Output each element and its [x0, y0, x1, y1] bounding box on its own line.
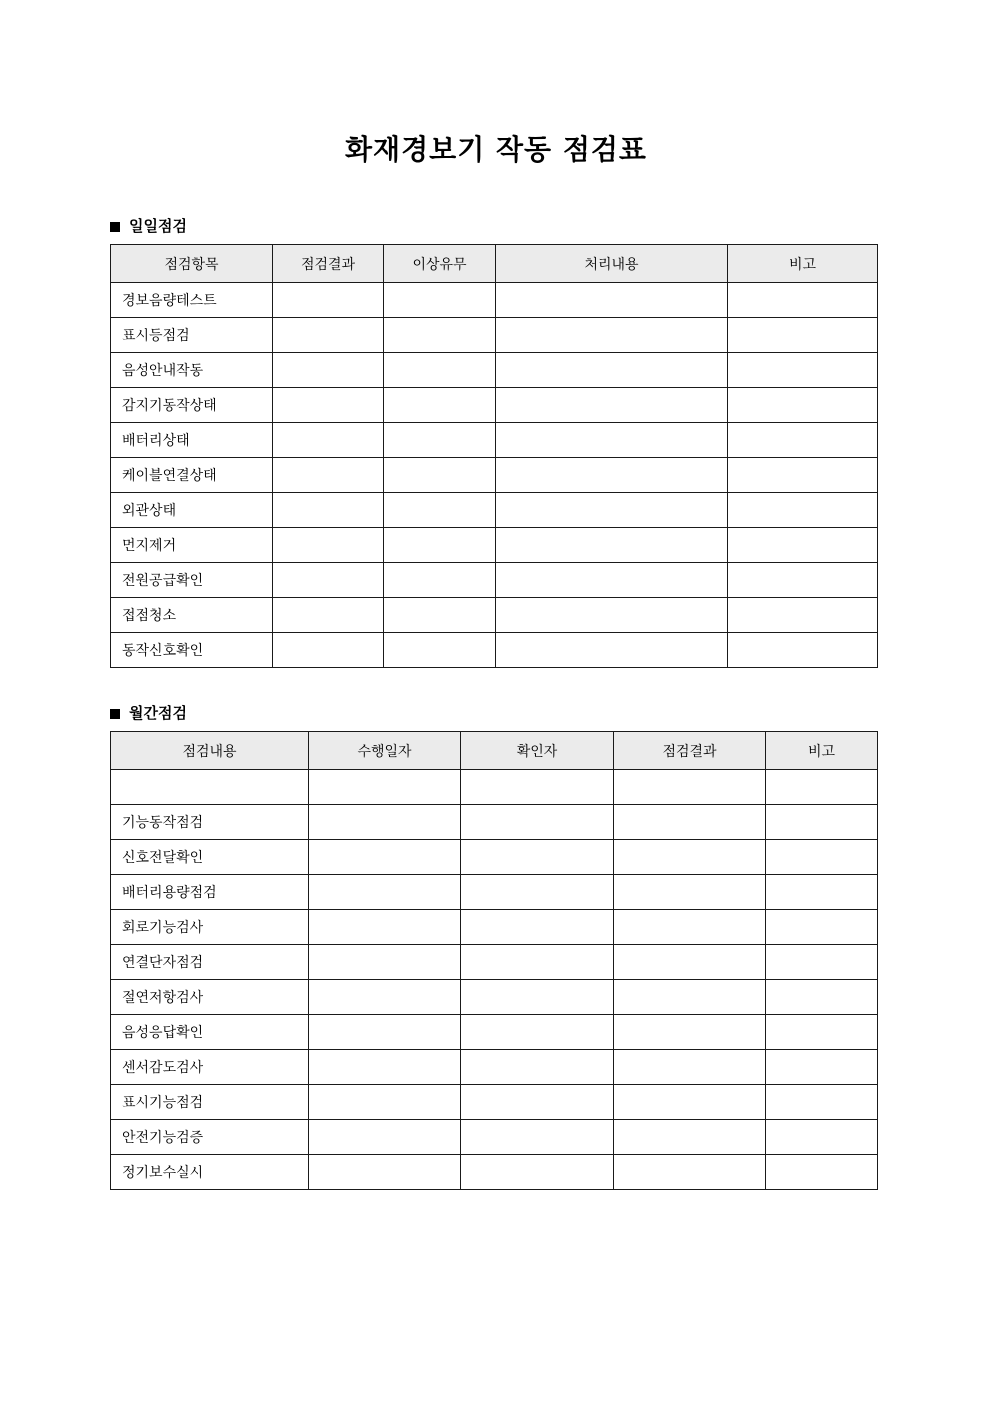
cell-inspection-content: 배터리용량점검: [111, 875, 309, 910]
cell-inspector[interactable]: [461, 945, 614, 980]
cell-abnormality[interactable]: [384, 388, 496, 423]
cell-abnormality[interactable]: [384, 318, 496, 353]
cell-inspection-content: 정기보수실시: [111, 1155, 309, 1190]
cell-action-taken[interactable]: [496, 563, 728, 598]
table-row: [111, 528, 878, 563]
table-row: [111, 283, 878, 318]
cell-action-taken[interactable]: [496, 353, 728, 388]
section-heading-monthly: [110, 706, 877, 721]
section-heading-daily-label: 일일점검: [129, 217, 187, 235]
cell-remarks[interactable]: [728, 493, 878, 528]
cell-remarks[interactable]: [728, 598, 878, 633]
cell-remarks[interactable]: [766, 1050, 878, 1085]
cell-inspection-item: 전원공급확인: [111, 563, 273, 598]
cell-remarks[interactable]: [728, 423, 878, 458]
cell-performed-date[interactable]: [309, 875, 461, 910]
column-header-inspection-result: 점검결과: [273, 245, 384, 283]
filled-square-bullet-icon: [110, 222, 120, 232]
cell-action-taken[interactable]: [496, 528, 728, 563]
table-row: [111, 563, 878, 598]
table-row: [111, 458, 878, 493]
cell-inspector[interactable]: [461, 1085, 614, 1120]
cell-inspection-result[interactable]: [614, 1085, 766, 1120]
cell-abnormality[interactable]: [384, 598, 496, 633]
cell-inspector[interactable]: [461, 1015, 614, 1050]
cell-remarks[interactable]: [766, 980, 878, 1015]
cell-inspection-result[interactable]: [614, 875, 766, 910]
cell-abnormality[interactable]: [384, 458, 496, 493]
cell-inspection-content: [111, 770, 309, 805]
cell-performed-date[interactable]: [309, 1085, 461, 1120]
cell-action-taken[interactable]: [496, 318, 728, 353]
cell-inspection-result[interactable]: [614, 805, 766, 840]
cell-inspector[interactable]: [461, 875, 614, 910]
cell-inspection-result[interactable]: [273, 633, 384, 668]
cell-action-taken[interactable]: [496, 283, 728, 318]
cell-inspection-result[interactable]: [273, 423, 384, 458]
cell-remarks[interactable]: [766, 945, 878, 980]
table-header-row: [111, 732, 878, 770]
cell-inspection-item: 접점청소: [111, 598, 273, 633]
cell-abnormality[interactable]: [384, 528, 496, 563]
cell-inspector[interactable]: [461, 805, 614, 840]
cell-inspection-result[interactable]: [273, 458, 384, 493]
table-row: [111, 353, 878, 388]
cell-action-taken[interactable]: [496, 388, 728, 423]
cell-remarks[interactable]: [728, 528, 878, 563]
cell-inspection-result[interactable]: [273, 388, 384, 423]
table-row: [111, 980, 878, 1015]
cell-performed-date[interactable]: [309, 770, 461, 805]
table-row: [111, 633, 878, 668]
cell-inspector[interactable]: [461, 770, 614, 805]
page-title: 화재경보기 작동 점검표: [345, 133, 647, 166]
cell-inspection-content: 연결단자점검: [111, 945, 309, 980]
cell-abnormality[interactable]: [384, 423, 496, 458]
table-row: [111, 388, 878, 423]
table-row: [111, 840, 878, 875]
cell-inspection-result[interactable]: [273, 283, 384, 318]
column-header-remarks: 비고: [728, 245, 878, 283]
cell-inspection-content: 센서감도검사: [111, 1050, 309, 1085]
cell-remarks[interactable]: [728, 563, 878, 598]
cell-inspection-result[interactable]: [614, 1120, 766, 1155]
cell-inspection-item: 동작신호확인: [111, 633, 273, 668]
cell-inspection-item: 먼지제거: [111, 528, 273, 563]
cell-remarks[interactable]: [766, 770, 878, 805]
column-header-inspection-content: 점검내용: [111, 732, 309, 770]
cell-inspection-result[interactable]: [273, 493, 384, 528]
cell-remarks[interactable]: [728, 318, 878, 353]
monthly-inspection-table: [110, 731, 878, 1190]
daily-inspection-table: [110, 244, 878, 668]
section-monthly-inspection: [110, 706, 877, 1190]
table-row: [111, 805, 878, 840]
cell-action-taken[interactable]: [496, 493, 728, 528]
filled-square-bullet-icon: [110, 709, 120, 719]
cell-inspection-result[interactable]: [614, 945, 766, 980]
cell-performed-date[interactable]: [309, 1155, 461, 1190]
cell-abnormality[interactable]: [384, 283, 496, 318]
cell-remarks[interactable]: [728, 283, 878, 318]
cell-inspection-result[interactable]: [614, 1155, 766, 1190]
cell-inspector[interactable]: [461, 910, 614, 945]
cell-inspection-result[interactable]: [614, 980, 766, 1015]
cell-inspector[interactable]: [461, 1120, 614, 1155]
cell-inspection-content: 회로기능검사: [111, 910, 309, 945]
cell-inspection-result[interactable]: [273, 353, 384, 388]
cell-inspection-item: 감지기동작상태: [111, 388, 273, 423]
table-row: [111, 493, 878, 528]
cell-inspection-item: 배터리상태: [111, 423, 273, 458]
cell-performed-date[interactable]: [309, 1120, 461, 1155]
table-row: [111, 1120, 878, 1155]
cell-remarks[interactable]: [766, 805, 878, 840]
table-row: [111, 1085, 878, 1120]
section-heading-daily: [110, 219, 877, 234]
cell-inspection-item: 외관상태: [111, 493, 273, 528]
section-daily-inspection: [110, 219, 877, 668]
table-row: [111, 770, 878, 805]
cell-inspector[interactable]: [461, 1050, 614, 1085]
cell-remarks[interactable]: [728, 458, 878, 493]
cell-inspection-result[interactable]: [614, 1015, 766, 1050]
table-row: [111, 1015, 878, 1050]
table-header-row: [111, 245, 878, 283]
cell-inspection-content: 음성응답확인: [111, 1015, 309, 1050]
table-row: [111, 1050, 878, 1085]
cell-inspection-result[interactable]: [614, 770, 766, 805]
cell-inspector[interactable]: [461, 980, 614, 1015]
table-row: [111, 598, 878, 633]
section-heading-monthly-label: 월간점검: [129, 704, 187, 722]
cell-inspection-item: 케이블연결상태: [111, 458, 273, 493]
cell-abnormality[interactable]: [384, 353, 496, 388]
cell-inspector[interactable]: [461, 840, 614, 875]
cell-remarks[interactable]: [728, 633, 878, 668]
cell-performed-date[interactable]: [309, 1015, 461, 1050]
column-header-inspector: 확인자: [461, 732, 614, 770]
cell-performed-date[interactable]: [309, 980, 461, 1015]
cell-performed-date[interactable]: [309, 910, 461, 945]
cell-remarks[interactable]: [728, 388, 878, 423]
column-header-remarks: 비고: [766, 732, 878, 770]
cell-inspector[interactable]: [461, 1155, 614, 1190]
cell-inspection-content: 안전기능검증: [111, 1120, 309, 1155]
cell-inspection-content: 표시기능점검: [111, 1085, 309, 1120]
cell-performed-date[interactable]: [309, 945, 461, 980]
cell-action-taken[interactable]: [496, 633, 728, 668]
cell-abnormality[interactable]: [384, 633, 496, 668]
cell-inspection-result[interactable]: [273, 528, 384, 563]
cell-performed-date[interactable]: [309, 1050, 461, 1085]
column-header-action-taken: 처리내용: [496, 245, 728, 283]
cell-action-taken[interactable]: [496, 423, 728, 458]
table-row: [111, 945, 878, 980]
cell-inspection-result[interactable]: [614, 1050, 766, 1085]
cell-remarks[interactable]: [766, 1015, 878, 1050]
cell-inspection-content: 신호전달확인: [111, 840, 309, 875]
column-header-abnormality: 이상유무: [384, 245, 496, 283]
cell-action-taken[interactable]: [496, 598, 728, 633]
cell-inspection-item: 표시등점검: [111, 318, 273, 353]
table-row: [111, 875, 878, 910]
table-row: [111, 910, 878, 945]
cell-remarks[interactable]: [766, 875, 878, 910]
cell-remarks[interactable]: [766, 910, 878, 945]
column-header-performed-date: 수행일자: [309, 732, 461, 770]
cell-abnormality[interactable]: [384, 493, 496, 528]
table-row: [111, 1155, 878, 1190]
cell-inspection-result[interactable]: [273, 318, 384, 353]
cell-inspection-result[interactable]: [614, 910, 766, 945]
cell-inspection-content: 절연저항검사: [111, 980, 309, 1015]
cell-performed-date[interactable]: [309, 805, 461, 840]
cell-remarks[interactable]: [766, 1085, 878, 1120]
cell-inspection-item: 음성안내작동: [111, 353, 273, 388]
cell-action-taken[interactable]: [496, 458, 728, 493]
cell-inspection-result[interactable]: [273, 598, 384, 633]
column-header-inspection-item: 점검항목: [111, 245, 273, 283]
cell-performed-date[interactable]: [309, 840, 461, 875]
cell-inspection-result[interactable]: [273, 563, 384, 598]
cell-remarks[interactable]: [766, 1120, 878, 1155]
cell-inspection-item: 경보음량테스트: [111, 283, 273, 318]
cell-remarks[interactable]: [766, 1155, 878, 1190]
table-row: [111, 318, 878, 353]
cell-inspection-result[interactable]: [614, 840, 766, 875]
cell-abnormality[interactable]: [384, 563, 496, 598]
table-row: [111, 423, 878, 458]
cell-remarks[interactable]: [728, 353, 878, 388]
column-header-inspection-result: 점검결과: [614, 732, 766, 770]
cell-inspection-content: 기능동작점검: [111, 805, 309, 840]
cell-remarks[interactable]: [766, 840, 878, 875]
